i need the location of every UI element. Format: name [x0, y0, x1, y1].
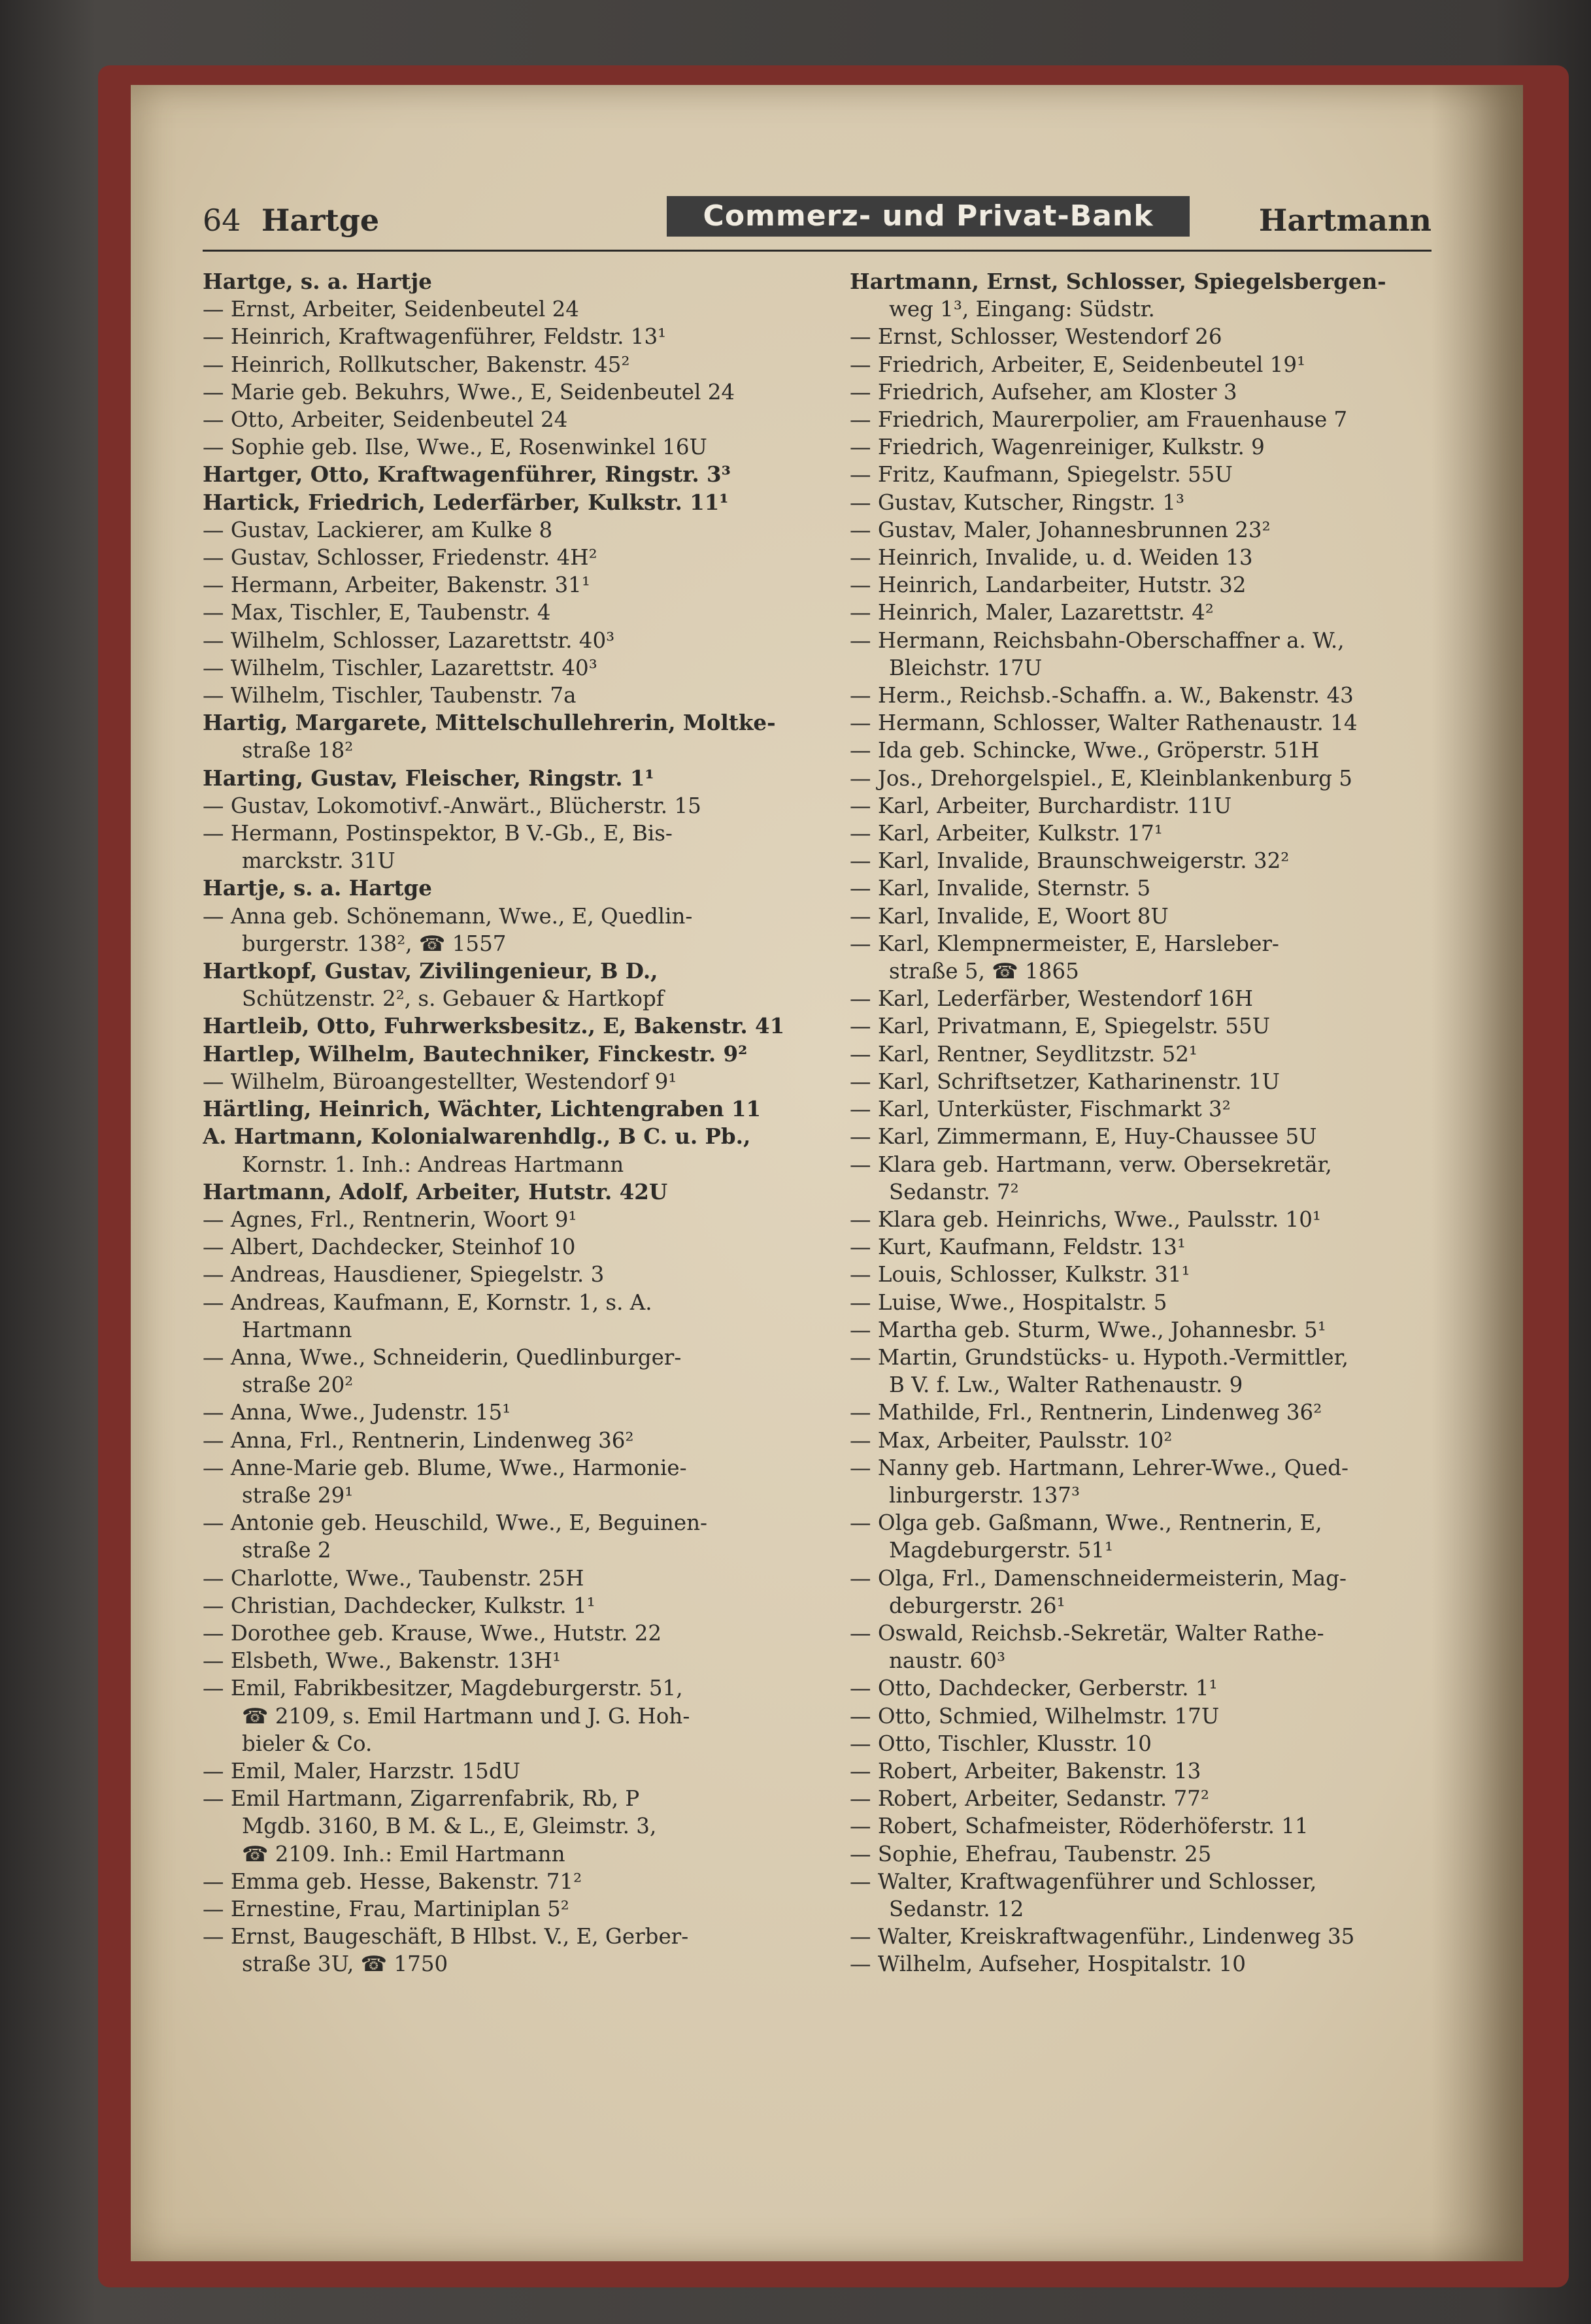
header-left-keyword: Hartge [261, 203, 380, 238]
directory-entry-continuation: naustr. 60³ [889, 1648, 1005, 1674]
directory-entry: — Olga geb. Gaßmann, Wwe., Rentnerin, E, [850, 1510, 1322, 1536]
directory-entry-continuation: burgerstr. 138², ☎ 1557 [242, 931, 507, 956]
directory-entry-continuation: ☎ 2109. Inh.: Emil Hartmann [242, 1841, 565, 1867]
directory-entry: — Wilhelm, Büroangestellter, Westendorf 9¹ [203, 1069, 677, 1094]
directory-entry: — Otto, Arbeiter, Seidenbeutel 24 [203, 407, 568, 433]
directory-entry: — Friedrich, Aufseher, am Kloster 3 [850, 379, 1237, 405]
directory-entry: — Max, Tischler, E, Taubenstr. 4 [203, 600, 551, 625]
directory-entry: — Emma geb. Hesse, Bakenstr. 71² [203, 1868, 582, 1894]
directory-entry: — Karl, Privatmann, E, Spiegelstr. 55U [850, 1014, 1271, 1039]
directory-entry: — Andreas, Kaufmann, E, Kornstr. 1, s. A. [203, 1289, 652, 1315]
directory-entry: — Karl, Arbeiter, Burchardistr. 11U [850, 793, 1232, 818]
directory-entry-continuation: weg 1³, Eingang: Südstr. [889, 297, 1155, 322]
directory-entry: — Karl, Klempnermeister, E, Harsleber- [850, 931, 1279, 956]
directory-entry: — Heinrich, Maler, Lazarettstr. 4² [850, 600, 1214, 625]
directory-entry: — Anna geb. Schönemann, Wwe., E, Quedlin- [203, 903, 693, 929]
advertisement-banner: Commerz- und Privat-Bank [667, 196, 1190, 237]
directory-entry: — Gustav, Schlosser, Friedenstr. 4H² [203, 545, 597, 571]
directory-entry: — Martha geb. Sturm, Wwe., Johannesbr. 5¹ [850, 1317, 1326, 1342]
directory-entry-heading: Hartkopf, Gustav, Zivilingenieur, B D., [203, 958, 658, 984]
directory-entry: — Karl, Lederfärber, Westendorf 16H [850, 986, 1253, 1012]
directory-entry-heading: Harting, Gustav, Fleischer, Ringstr. 1¹ [203, 765, 654, 791]
directory-entry-continuation: Hartmann [242, 1317, 352, 1342]
directory-entry-continuation: ☎ 2109, s. Emil Hartmann und J. G. Hoh- [242, 1703, 690, 1729]
header-right-keyword: Hartmann [1258, 203, 1432, 238]
directory-entry: — Robert, Arbeiter, Bakenstr. 13 [850, 1758, 1201, 1784]
page-number: 64 [203, 203, 241, 238]
directory-entry: — Ernestine, Frau, Martiniplan 5² [203, 1896, 569, 1921]
directory-entry-continuation: straße 3U, ☎ 1750 [242, 1951, 448, 1977]
directory-entry-heading: Härtling, Heinrich, Wächter, Lichtengraben 11 [203, 1096, 762, 1122]
directory-entry: — Emil, Maler, Harzstr. 15dU [203, 1758, 521, 1784]
directory-entry: — Hermann, Arbeiter, Bakenstr. 31¹ [203, 573, 590, 598]
directory-entry-continuation: Mgdb. 3160, B M. & L., E, Gleimstr. 3, [242, 1814, 657, 1839]
directory-entry-heading: Hartig, Margarete, Mittelschullehrerin, Moltke- [203, 710, 776, 736]
directory-entry-heading: A. Hartmann, Kolonialwarenhdlg., B C. u. Pb., [203, 1123, 751, 1150]
directory-entry: — Hermann, Postinspektor, B V.-Gb., E, Bis- [203, 821, 673, 846]
directory-entry: — Emil Hartmann, Zigarrenfabrik, Rb, P [203, 1786, 640, 1812]
directory-entry: — Walter, Kreiskraftwagenführ., Lindenweg 35 [850, 1924, 1355, 1950]
directory-entry: — Otto, Tischler, Klusstr. 10 [850, 1731, 1152, 1756]
directory-entry-heading: Hartick, Friedrich, Lederfärber, Kulkstr. 11¹ [203, 489, 729, 515]
directory-entry-continuation: linburgerstr. 137³ [889, 1482, 1080, 1508]
directory-entry-continuation: bieler & Co. [242, 1731, 373, 1756]
directory-entry: — Antonie geb. Heuschild, Wwe., E, Beguinen- [203, 1510, 707, 1536]
directory-entry: — Andreas, Hausdiener, Spiegelstr. 3 [203, 1262, 605, 1287]
directory-entry: — Wilhelm, Tischler, Taubenstr. 7a [203, 683, 577, 708]
directory-entry: — Sophie, Ehefrau, Taubenstr. 25 [850, 1841, 1212, 1867]
directory-entry-continuation: Bleichstr. 17U [889, 655, 1043, 680]
directory-entry: — Karl, Zimmermann, E, Huy-Chaussee 5U [850, 1124, 1317, 1150]
directory-entry: — Klara geb. Hartmann, verw. Obersekretär, [850, 1152, 1332, 1177]
directory-entry: — Mathilde, Frl., Rentnerin, Lindenweg 36² [850, 1400, 1322, 1425]
directory-entry-continuation: Magdeburgerstr. 51¹ [889, 1538, 1114, 1563]
directory-entry-heading: Hartger, Otto, Kraftwagenführer, Ringstr. 3³ [203, 461, 731, 488]
directory-entry: — Heinrich, Invalide, u. d. Weiden 13 [850, 545, 1253, 571]
directory-entry: — Friedrich, Wagenreiniger, Kulkstr. 9 [850, 435, 1265, 460]
directory-entry-continuation: Sedanstr. 7² [889, 1179, 1019, 1204]
directory-entry: — Heinrich, Rollkutscher, Bakenstr. 45² [203, 352, 630, 377]
directory-entry: — Sophie geb. Ilse, Wwe., E, Rosenwinkel 16U [203, 435, 707, 460]
directory-entry: — Anna, Wwe., Schneiderin, Quedlinburger- [203, 1344, 682, 1370]
directory-entry-continuation: straße 20² [242, 1372, 354, 1398]
directory-entry: — Hermann, Schlosser, Walter Rathenaustr. 14 [850, 710, 1358, 736]
directory-entry: — Emil, Fabrikbesitzer, Magdeburgerstr. 51, [203, 1676, 683, 1701]
directory-entry: — Martin, Grundstücks- u. Hypoth.-Vermittler, [850, 1344, 1348, 1370]
directory-entry: — Louis, Schlosser, Kulkstr. 31¹ [850, 1262, 1190, 1287]
directory-entry: — Ernst, Baugeschäft, B Hlbst. V., E, Gerber- [203, 1924, 689, 1950]
directory-entry-continuation: B V. f. Lw., Walter Rathenaustr. 9 [889, 1372, 1243, 1398]
directory-entry: — Elsbeth, Wwe., Bakenstr. 13H¹ [203, 1648, 561, 1674]
directory-entry: — Oswald, Reichsb.-Sekretär, Walter Rathe- [850, 1620, 1324, 1646]
directory-entry-heading: Hartmann, Adolf, Arbeiter, Hutstr. 42U [203, 1178, 668, 1204]
page-header [203, 196, 1432, 255]
directory-entry: — Karl, Invalide, Braunschweigerstr. 32² [850, 848, 1290, 874]
directory-entry: — Karl, Unterküster, Fischmarkt 3² [850, 1097, 1231, 1122]
directory-entry: — Herm., Reichsb.-Schaffn. a. W., Bakenstr. 43 [850, 683, 1354, 708]
directory-entry: — Anne-Marie geb. Blume, Wwe., Harmonie- [203, 1455, 687, 1480]
directory-entry: — Karl, Invalide, E, Woort 8U [850, 903, 1169, 929]
directory-entry: — Friedrich, Maurerpolier, am Frauenhause 7 [850, 407, 1348, 433]
directory-entry: — Albert, Dachdecker, Steinhof 10 [203, 1235, 576, 1260]
directory-entry: — Anna, Wwe., Judenstr. 15¹ [203, 1400, 511, 1425]
directory-entry: — Wilhelm, Schlosser, Lazarettstr. 40³ [203, 627, 615, 653]
directory-entry: — Gustav, Kutscher, Ringstr. 1³ [850, 490, 1184, 515]
directory-entry: — Ernst, Schlosser, Westendorf 26 [850, 324, 1222, 350]
directory-entry-continuation: Kornstr. 1. Inh.: Andreas Hartmann [242, 1152, 624, 1177]
directory-entry-heading: Hartlep, Wilhelm, Bautechniker, Finckestr. 9² [203, 1040, 748, 1067]
directory-entry: — Dorothee geb. Krause, Wwe., Hutstr. 22 [203, 1620, 662, 1646]
header-rule [203, 250, 1432, 252]
directory-entry-continuation: deburgerstr. 26¹ [889, 1593, 1065, 1618]
directory-entry: — Max, Arbeiter, Paulsstr. 10² [850, 1427, 1173, 1453]
page-gutter-shadow [1432, 85, 1523, 2261]
directory-entry: — Karl, Rentner, Seydlitzstr. 52¹ [850, 1041, 1197, 1067]
directory-entry: — Heinrich, Kraftwagenführer, Feldstr. 13¹ [203, 324, 667, 350]
directory-entry: — Friedrich, Arbeiter, E, Seidenbeutel 19¹ [850, 352, 1306, 377]
directory-entry: — Wilhelm, Tischler, Lazarettstr. 40³ [203, 655, 597, 680]
directory-entry-continuation: Schützenstr. 2², s. Gebauer & Hartkopf [242, 986, 664, 1012]
directory-entry: — Klara geb. Heinrichs, Wwe., Paulsstr. 10¹ [850, 1206, 1321, 1232]
directory-entry: — Hermann, Reichsbahn-Oberschaffner a. W., [850, 627, 1345, 653]
directory-entry: — Heinrich, Landarbeiter, Hutstr. 32 [850, 573, 1247, 598]
directory-entry: — Otto, Dachdecker, Gerberstr. 1¹ [850, 1676, 1218, 1701]
directory-entry: — Wilhelm, Aufseher, Hospitalstr. 10 [850, 1951, 1246, 1977]
directory-page [131, 85, 1523, 2261]
directory-entry: — Jos., Drehorgelspiel., E, Kleinblankenburg 5 [850, 765, 1352, 791]
directory-entry-heading: Hartge, s. a. Hartje [203, 269, 432, 294]
directory-entry: — Nanny geb. Hartmann, Lehrer-Wwe., Qued- [850, 1455, 1349, 1480]
directory-entry: — Kurt, Kaufmann, Feldstr. 13¹ [850, 1235, 1186, 1260]
directory-entry: — Robert, Arbeiter, Sedanstr. 77² [850, 1786, 1209, 1812]
directory-entry: — Christian, Dachdecker, Kulkstr. 1¹ [203, 1593, 595, 1618]
directory-entry: — Fritz, Kaufmann, Spiegelstr. 55U [850, 462, 1233, 488]
directory-entry: — Marie geb. Bekuhrs, Wwe., E, Seidenbeutel 24 [203, 379, 735, 405]
right-column [850, 268, 1432, 1978]
directory-entry: — Ernst, Arbeiter, Seidenbeutel 24 [203, 297, 579, 322]
directory-entry: — Karl, Invalide, Sternstr. 5 [850, 876, 1151, 901]
directory-entry-continuation: straße 18² [242, 738, 354, 763]
directory-entry: — Gustav, Maler, Johannesbrunnen 23² [850, 517, 1271, 542]
directory-entry: — Gustav, Lackierer, am Kulke 8 [203, 517, 553, 542]
directory-entry-heading: Hartje, s. a. Hartge [203, 875, 432, 901]
directory-entry-continuation: straße 5, ☎ 1865 [889, 959, 1079, 984]
directory-entry: — Karl, Arbeiter, Kulkstr. 17¹ [850, 821, 1163, 846]
left-column [203, 268, 784, 1978]
directory-entry: — Robert, Schafmeister, Röderhöferstr. 11 [850, 1814, 1309, 1839]
directory-entry-continuation: straße 2 [242, 1538, 331, 1563]
directory-entry: — Karl, Schriftsetzer, Katharinenstr. 1U [850, 1069, 1280, 1094]
directory-entry-continuation: Sedanstr. 12 [889, 1896, 1024, 1921]
directory-entry: — Anna, Frl., Rentnerin, Lindenweg 36² [203, 1427, 634, 1453]
directory-entry: — Walter, Kraftwagenführer und Schlosser, [850, 1868, 1317, 1894]
directory-entry-continuation: straße 29¹ [242, 1482, 354, 1508]
directory-entry: — Charlotte, Wwe., Taubenstr. 25H [203, 1565, 584, 1591]
directory-entry-continuation: marckstr. 31U [242, 848, 395, 874]
directory-entry-heading: Hartleib, Otto, Fuhrwerksbesitz., E, Bakenstr. 41 [203, 1013, 784, 1039]
directory-entry: — Otto, Schmied, Wilhelmstr. 17U [850, 1703, 1220, 1729]
directory-entry: — Gustav, Lokomotivf.-Anwärt., Blücherstr. 15 [203, 793, 701, 818]
directory-entry: — Luise, Wwe., Hospitalstr. 5 [850, 1289, 1167, 1315]
directory-entry: — Agnes, Frl., Rentnerin, Woort 9¹ [203, 1206, 577, 1232]
directory-entry: — Olga, Frl., Damenschneidermeisterin, Mag- [850, 1565, 1347, 1591]
directory-entry: — Ida geb. Schincke, Wwe., Gröperstr. 51H [850, 738, 1320, 763]
directory-entry-heading: Hartmann, Ernst, Schlosser, Spiegelsbergen- [850, 269, 1386, 294]
